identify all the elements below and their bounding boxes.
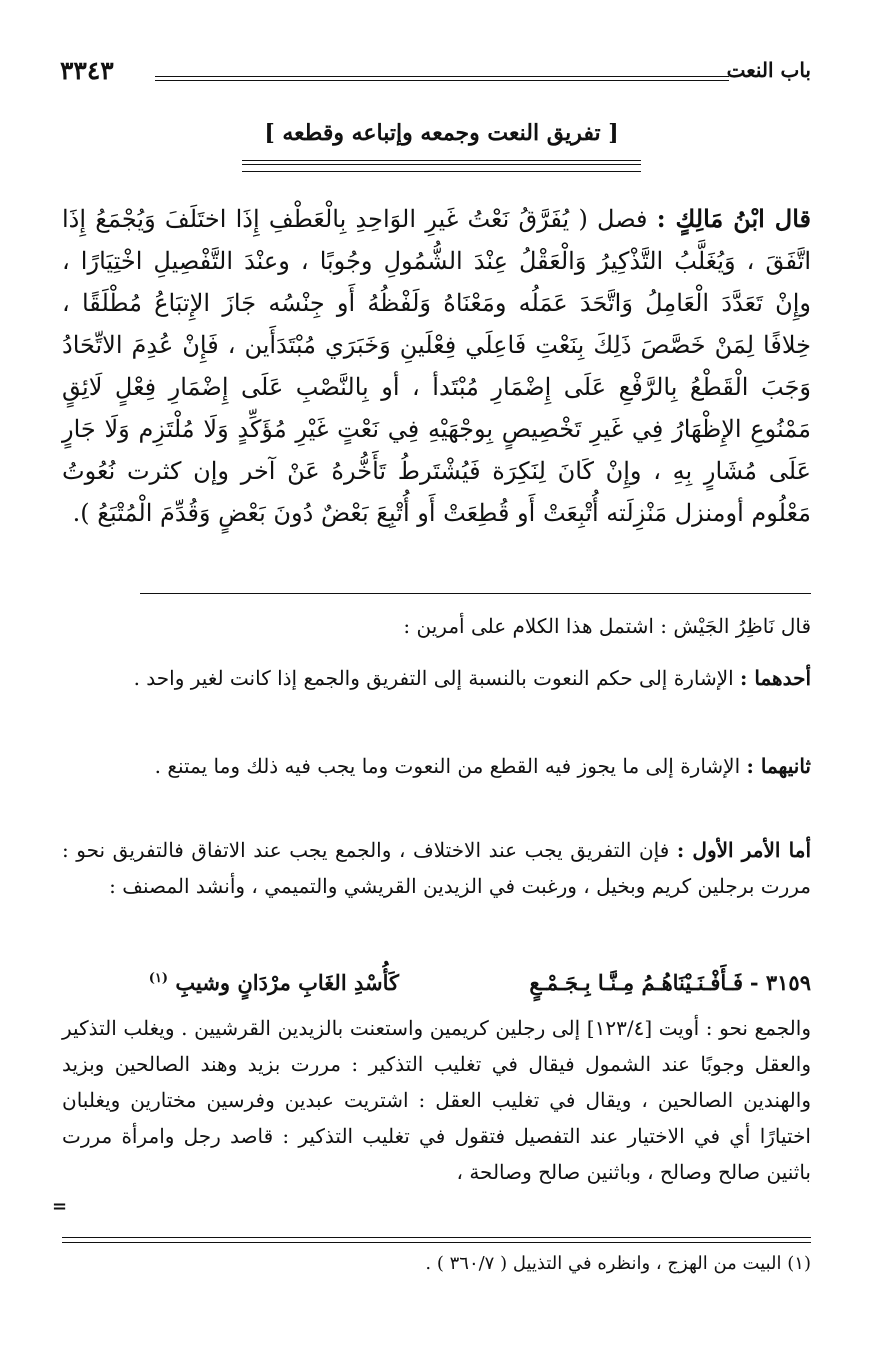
matn-text [62,198,811,534]
verse-hemistich-2-text: كَأُسْدِ الغَابِ مرْدَانٍ وشيبِ [175,970,399,995]
first-matter-text: فإن التفريق يجب عند الاختلاف ، والجمع يجب عند الاتفاق فالتفريق نحو : مررت برجلين كريم وبخيل ، ورغبت في الزيدين القريشي والتميمي ، وأنشد المصنف : [62,838,811,898]
second-point [62,748,811,784]
second-label: ثانيهما : [746,754,811,778]
footnote-reference[interactable]: (١) [148,971,169,986]
running-header [60,58,811,88]
chapter-title: باب النعت [726,58,811,82]
header-rule [155,76,729,81]
page-number: ٣٣٤٣ [60,56,114,85]
poetry-verse [62,970,811,1006]
matn-author: قال ابْنُ مَالِكٍ : [656,204,811,233]
verse-number: ٣١٥٩ - [749,970,811,995]
first-label: أحدهما : [740,666,811,690]
verse-hemistich-1: فَـأَفْـنَـيْنَاهُـمُ مِـنَّـا بِـجَـمْـعٍ [529,970,743,995]
first-text: الإشارة إلى حكم النعوت بالنسبة إلى التفريق والجمع إذا كانت لغير واحد . [133,666,734,690]
footnote-separator [62,1237,811,1243]
section-title-rules [242,160,641,172]
after-verse-paragraph: والجمع نحو : أويت [١٢٣/٤] إلى رجلين كريمين واستعنت بالزيدين القرشيين . ويغلب التذكير والعقل وجوبًا عند الشمول فيقال في تغليب التذكير : مررت بزيد وهند الصالحين وبزيد والهندين الصالحين ، ويقال في تغليب العقل : اشتريت عبدين وفرسين مختارين ويغلبان اختيارًا أي في الاختيار عند التفصيل فتقول في تغليب التذكير : قاصد رجل وامرأة مررت باثنين صالح وصالح ، وباثنين صالح وصالحة ، [62,1016,812,1184]
first-matter-label: أما الأمر الأول : [676,838,812,862]
matn-body: فصل ( يُفَرَّقُ نَعْتُ غَيرِ الوَاحِدِ بِالْعَطْفِ إِذَا اختَلَفَ وَيُجْمَعُ إِذَا اتَّفَقَ ، وَيُغَلَّبُ التَّذْكِيرُ وَالْعَقْلُ عِنْدَ الشُّمُولِ وجُوبًا ، وعنْدَ التَّفْصِيلِ اخْتِيَارًا ، وإِنْ تَعَدَّدَ الْعَامِلُ وَاتَّحَدَ عَمَلُه ومَعْنَاهُ وَلَفْظُهُ أَو جِنْسُه جَازَ الإِتبَاعُ مُطْلَقًا ، خِلافًا لِمَنْ خَصَّصَ ذَلِكَ بِنَعْتِ فَاعِلَي فِعْلَينِ وَخَبَرَي مُبْتَدَأَين ، فَإِنْ عُدِمَ الاتِّحَادُ وَجَبَ الْقَطْعُ بِالرَّفْعِ عَلَى إِضْمَارِ مُبْتَدأ ، أو بِالنَّصْبِ عَلَى إِضْمَارِ فِعْلٍ لَائِقٍ مَمْنُوعِ الإِظْهَارُ فِي غَيرِ تَخْصِيصٍ بِوجْهَيْهِ فِي نَعْتٍ غَيْرِ مُؤَكِّدٍ وَلَا مُلْتَزِم وَلَا جَارٍ عَلَى مُشَارٍ بِهِ ، وإِنْ كَانَ لِنَكِرَة فَيُشْتَرطُ تَأَخُّرهُ عَنْ آخر وإن كثرت نُعُوتُ مَعْلُوم أومنزل مَنْزِلَته أُتْبِعَتْ أَو قُطِعَتْ أَو أُتْبِعَ بَعْضٌ دُونَ بَعْضٍ وَقُدِّمَ الْمُتْبَعُ ). [62,205,811,527]
sharh-intro-text: اشتمل هذا الكلام على أمرين : [403,614,654,638]
sharh-author: قال نَاظِرُ الجَيْش : [660,614,811,638]
first-matter [62,832,811,904]
after-verse-text [62,1010,811,1190]
section-title: [ تفريق النعت وجمعه وإتباعه وقطعه ] [264,120,619,146]
first-point [62,660,811,696]
sharh-intro [62,608,811,644]
verse-hemistich-2 [149,970,399,995]
matn-separator [140,593,811,594]
second-text: الإشارة إلى ما يجوز فيه القطع من النعوت وما يجب فيه ذلك وما يمتنع . [154,754,741,778]
continuation-mark: = [52,1196,68,1217]
footnote: (١) البيت من الهزج ، وانظره في التذييل ( ٣٦٠/٧ ) . [425,1253,811,1274]
